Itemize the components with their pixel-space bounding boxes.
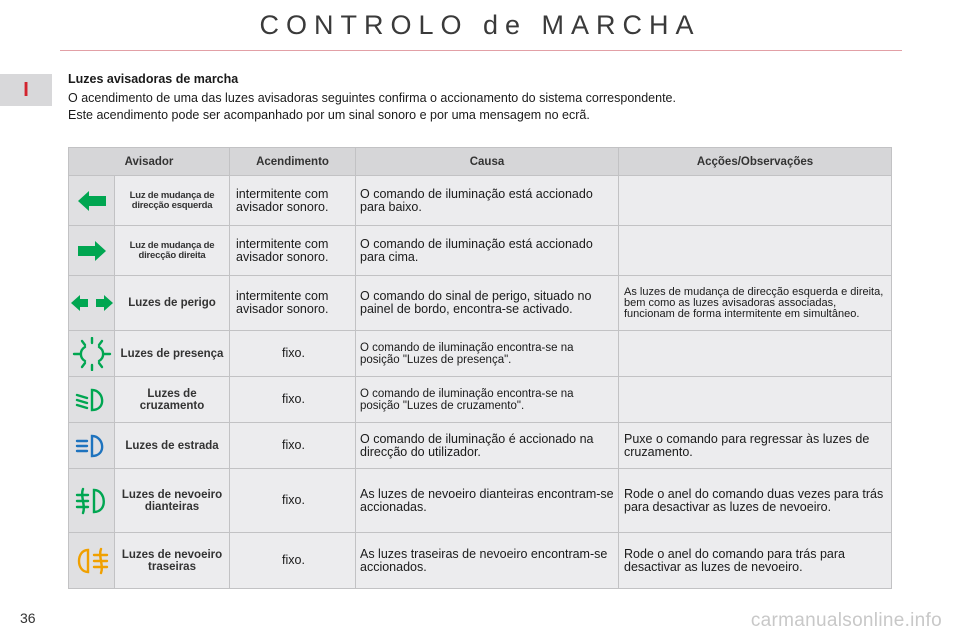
intro-line-2: Este acendimento pode ser acompanhado por um sinal sonoro e por uma mensagem no ecrã. (68, 108, 590, 122)
indicator-acendimento: fixo. (230, 331, 356, 377)
title-divider (60, 50, 902, 51)
indicator-causa: As luzes traseiras de nevoeiro encontram-se accionados. (356, 533, 619, 589)
indicator-name: Luzes de cruzamento (115, 377, 230, 423)
warning-lights-table (68, 147, 892, 589)
col-header-avisador: Avisador (69, 148, 230, 176)
indicator-name: Luz de mudança de direcção esquerda (115, 176, 230, 226)
indicator-acendimento: intermitente com avisador sonoro. (230, 276, 356, 331)
table-row (69, 176, 892, 226)
indicator-observacoes: Rode o anel do comando para trás para desactivar as luzes de nevoeiro. (619, 533, 892, 589)
table-row (69, 377, 892, 423)
indicator-causa: O comando de iluminação encontra-se na posição "Luzes de cruzamento". (356, 377, 619, 423)
table-row (69, 276, 892, 331)
indicator-name: Luzes de estrada (115, 423, 230, 469)
turn-right-arrow-icon (69, 226, 115, 276)
page-title: CONTROLO de MARCHA (259, 10, 701, 40)
indicator-observacoes: Rode o anel do comando duas vezes para trás para desactivar as luzes de nevoeiro. (619, 469, 892, 533)
indicator-causa: O comando de iluminação está accionado para baixo. (356, 176, 619, 226)
table-row (69, 331, 892, 377)
table-header-row (69, 148, 892, 176)
section-intro (68, 90, 676, 124)
turn-left-arrow-icon (69, 176, 115, 226)
indicator-acendimento: intermitente com avisador sonoro. (230, 176, 356, 226)
indicator-observacoes (619, 226, 892, 276)
indicator-observacoes (619, 176, 892, 226)
col-header-acendimento: Acendimento (230, 148, 356, 176)
indicator-acendimento: fixo. (230, 377, 356, 423)
hazard-double-arrow-icon (69, 276, 115, 331)
indicator-causa: As luzes de nevoeiro dianteiras encontram-se accionadas. (356, 469, 619, 533)
col-header-accoes: Acções/Observações (619, 148, 892, 176)
table-row (69, 226, 892, 276)
chapter-tab[interactable]: I (0, 74, 52, 106)
indicator-observacoes (619, 377, 892, 423)
section-heading: Luzes avisadoras de marcha (68, 72, 239, 86)
indicator-causa: O comando de iluminação é accionado na direcção do utilizador. (356, 423, 619, 469)
indicator-name: Luzes de nevoeiro dianteiras (115, 469, 230, 533)
dipped-beam-icon (69, 377, 115, 423)
indicator-acendimento: intermitente com avisador sonoro. (230, 226, 356, 276)
indicator-acendimento: fixo. (230, 533, 356, 589)
table-row (69, 469, 892, 533)
rear-fog-icon (69, 533, 115, 589)
indicator-observacoes: Puxe o comando para regressar às luzes de cruzamento. (619, 423, 892, 469)
intro-line-1: O acendimento de uma das luzes avisadoras seguintes confirma o accionamento do sistema correspondente. (68, 91, 676, 105)
col-header-causa: Causa (356, 148, 619, 176)
indicator-name: Luzes de nevoeiro traseiras (115, 533, 230, 589)
indicator-name: Luzes de perigo (115, 276, 230, 331)
watermark: carmanualsonline.info (750, 610, 942, 631)
front-fog-icon (69, 469, 115, 533)
sidelights-icon (69, 331, 115, 377)
indicator-acendimento: fixo. (230, 423, 356, 469)
indicator-causa: O comando de iluminação encontra-se na posição "Luzes de presença". (356, 331, 619, 377)
page-number: 36 (20, 610, 36, 626)
indicator-name: Luz de mudança de direcção direita (115, 226, 230, 276)
main-beam-icon (69, 423, 115, 469)
indicator-causa: O comando de iluminação está accionado para cima. (356, 226, 619, 276)
indicator-observacoes (619, 331, 892, 377)
indicator-name: Luzes de presença (115, 331, 230, 377)
table-row (69, 423, 892, 469)
indicator-causa: O comando do sinal de perigo, situado no painel de bordo, encontra-se activado. (356, 276, 619, 331)
indicator-observacoes: As luzes de mudança de direcção esquerda e direita, bem como as luzes avisadoras associadas, funcionam de forma intermitente em simultâneo. (619, 276, 892, 331)
indicator-acendimento: fixo. (230, 469, 356, 533)
table-row (69, 533, 892, 589)
